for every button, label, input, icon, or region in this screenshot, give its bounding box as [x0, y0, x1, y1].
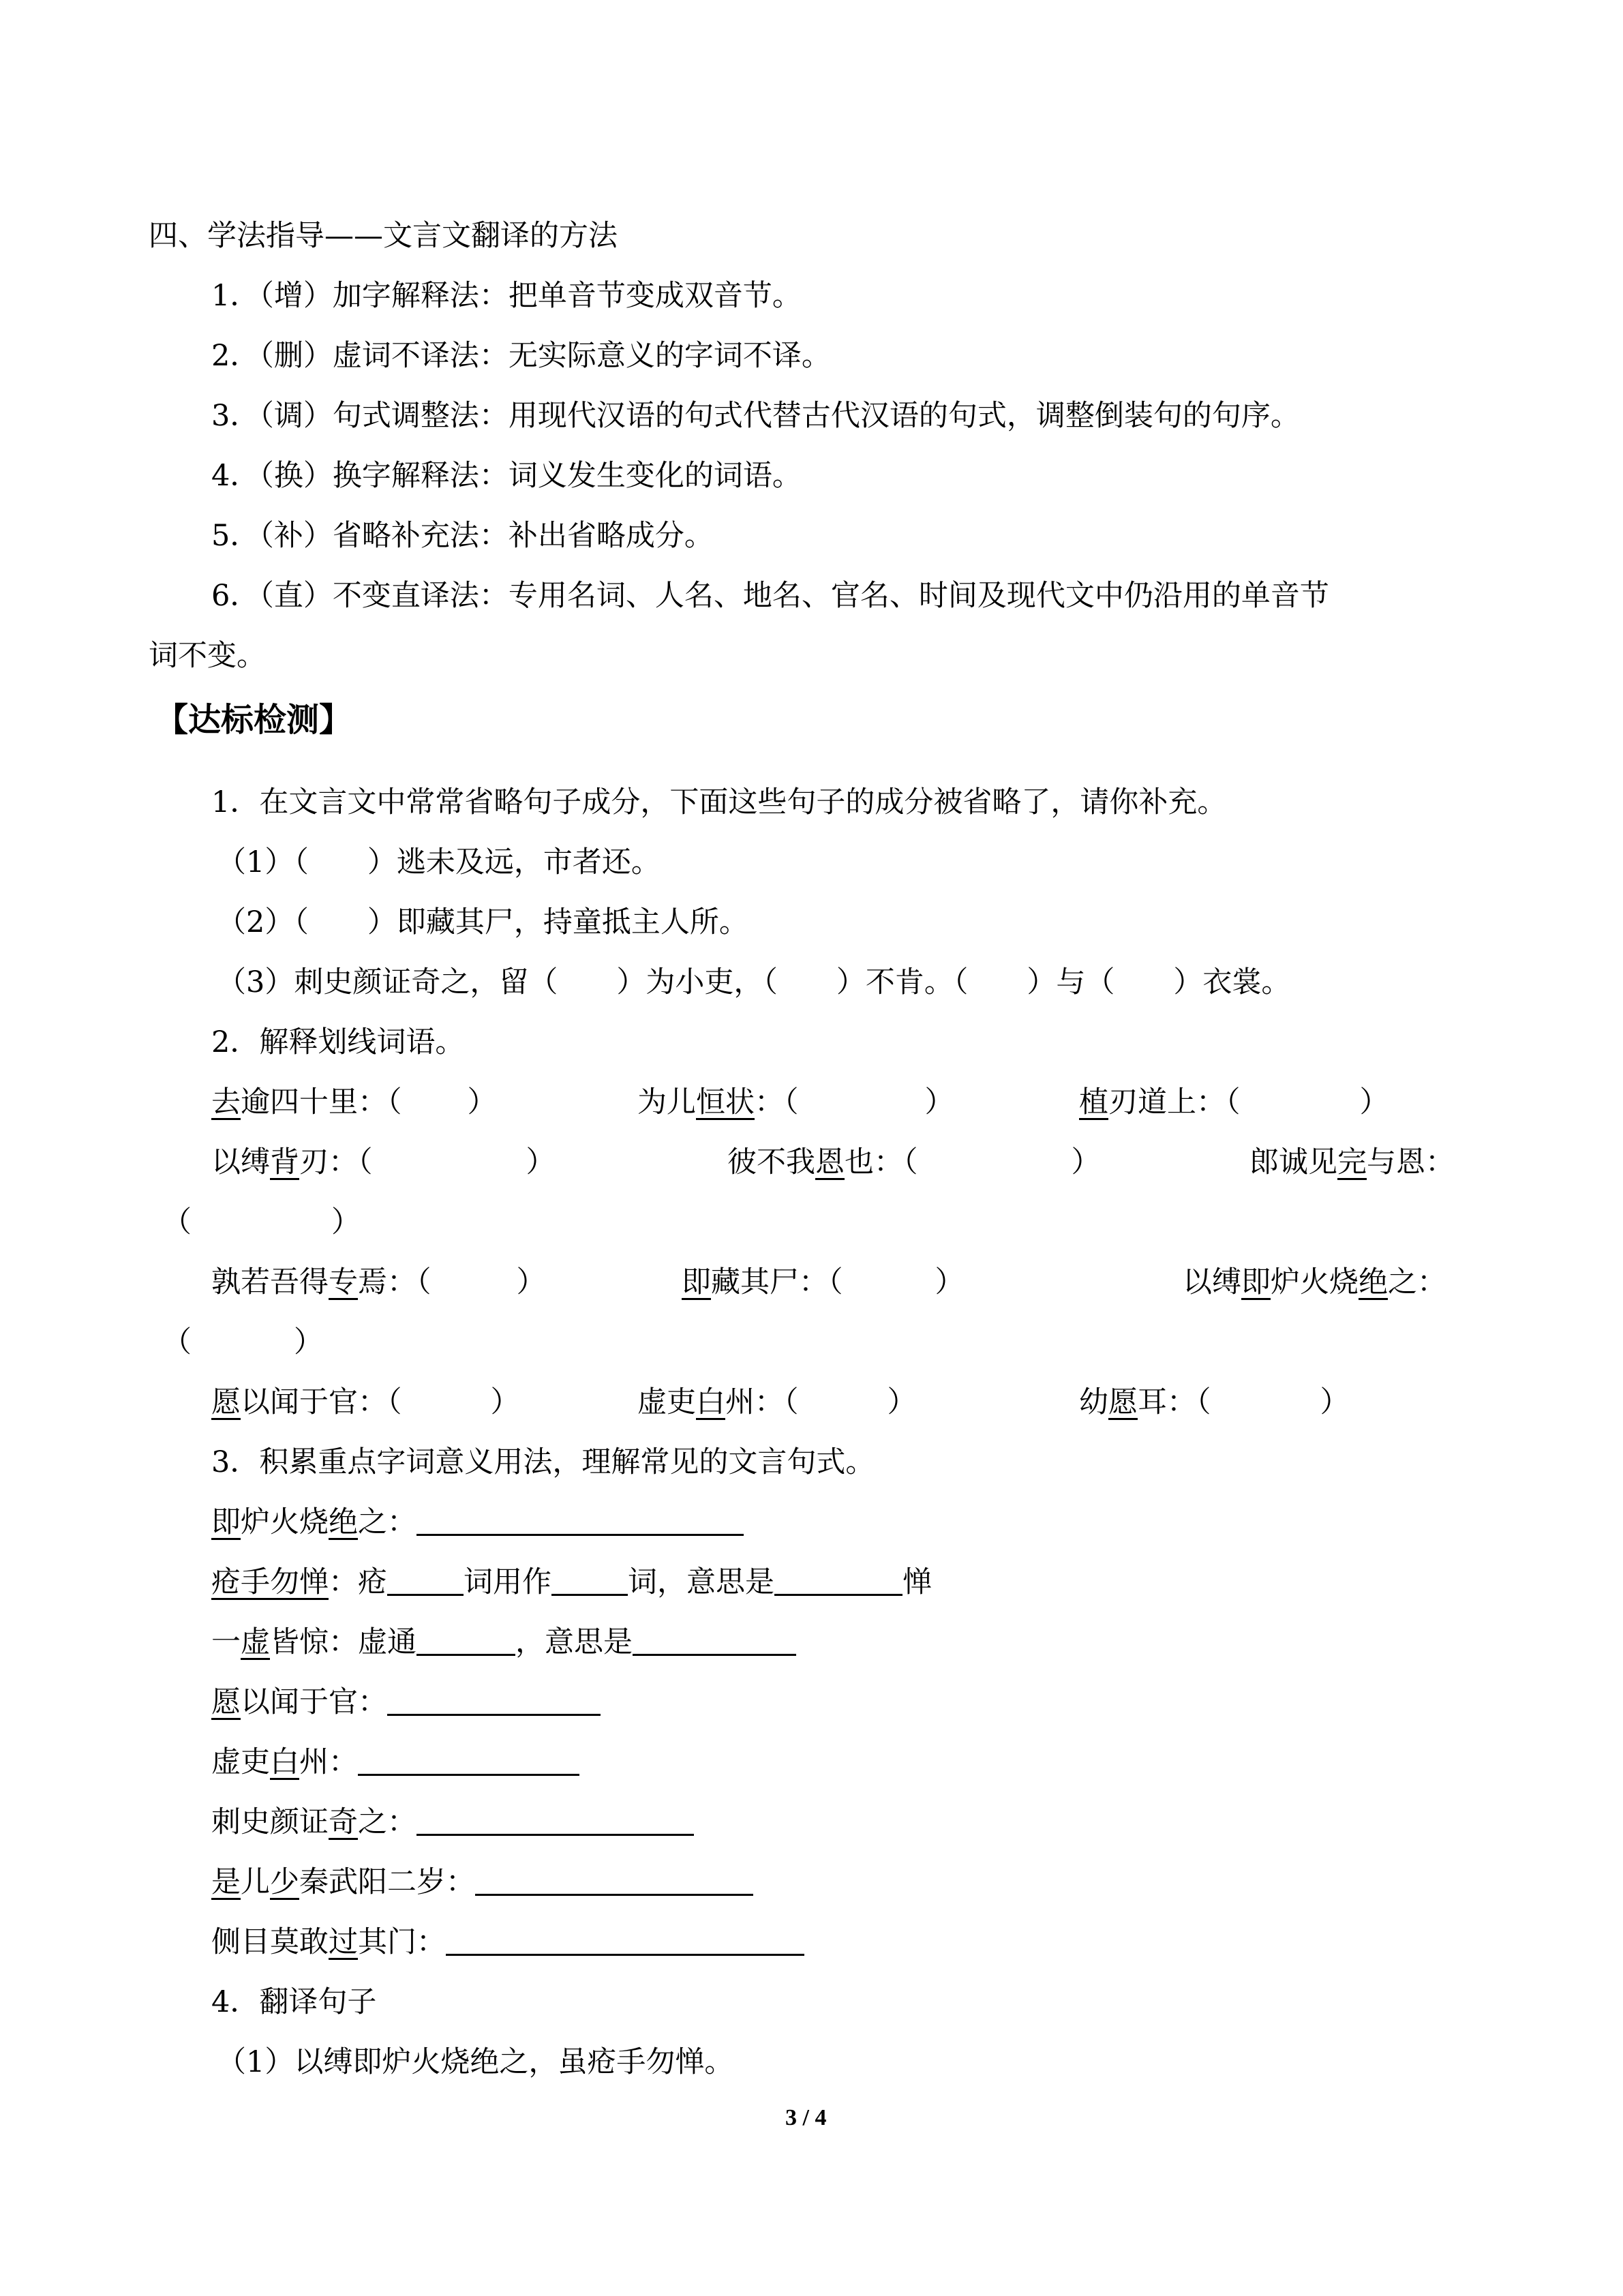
q2-item-wan-cont: （ ）: [162, 1205, 361, 1239]
q2-item-ji-jue: 以缚即炉火烧绝之：: [1183, 1265, 1446, 1299]
page-number: 3 / 4: [785, 2105, 827, 2130]
q1-sentence-1: （1）（ ）逃未及远，市者还。: [217, 845, 661, 879]
q2-item-yuan: 愿以闻于官：（ ）: [211, 1385, 520, 1419]
q3-prompt: 3．积累重点字词意义用法，理解常见的文言句式。: [211, 1445, 875, 1479]
method-item-5: 5．（补）省略补充法：补出省略成分。: [211, 519, 714, 553]
answer-blank[interactable]: [416, 1505, 744, 1536]
q2-item-bai: 虚吏白州：（ ）: [637, 1385, 917, 1419]
method-item-6-cont: 词不变。: [149, 639, 266, 673]
q2-item-yuan2: 幼愿耳：（ ）: [1079, 1385, 1350, 1419]
method-item-2: 2．（删）虚词不译法：无实际意义的字词不译。: [211, 339, 831, 373]
method-item-6: 6．（直）不变直译法：专用名词、人名、地名、官名、时间及现代文中仍沿用的单音节: [211, 579, 1329, 613]
q2-item-ji: 即藏其尸：（ ）: [682, 1265, 965, 1299]
q3-line-5: 虚吏白州：: [211, 1742, 579, 1782]
q2-item-ji-jue-cont: （ ）: [162, 1325, 323, 1359]
answer-blank[interactable]: [551, 1565, 628, 1596]
method-item-4: 4．（换）换字解释法：词义发生变化的词语。: [211, 459, 802, 493]
q4-sentence-1: （1）以缚即炉火烧绝之，虽疮手勿惮。: [217, 2045, 734, 2079]
section-title: 四、学法指导——文言文翻译的方法: [149, 219, 618, 253]
method-item-3: 3．（调）句式调整法：用现代汉语的句式代替古代汉语的句式，调整倒装句的句序。: [211, 399, 1300, 433]
q1-sentence-2: （2）（ ）即藏其尸，持童抵主人所。: [217, 905, 748, 939]
q2-item-wan: 郎诚见完与恩：: [1249, 1145, 1455, 1179]
answer-blank[interactable]: [633, 1625, 796, 1656]
q3-line-1: 即炉火烧绝之：: [211, 1502, 744, 1542]
q2-prompt: 2．解释划线词语。: [211, 1025, 465, 1059]
answer-blank[interactable]: [774, 1565, 902, 1596]
answer-blank[interactable]: [416, 1805, 694, 1836]
q3-line-7: 是儿少秦武阳二岁：: [211, 1862, 753, 1902]
q2-item-qu: 去逾四十里：（ ）: [211, 1085, 497, 1119]
q1-prompt: 1．在文言文中常常省略句子成分，下面这些句子的成分被省略了，请你补充。: [211, 785, 1227, 819]
q1-sentence-3: （3）刺史颜证奇之，留（ ）为小吏，（ ）不肯。（ ）与（ ）衣裳。: [217, 965, 1291, 999]
answer-blank[interactable]: [387, 1565, 464, 1596]
answer-blank[interactable]: [475, 1865, 753, 1896]
q2-item-zhuan: 孰若吾得专焉：（ ）: [211, 1265, 546, 1299]
test-heading: 【达标检测】: [155, 701, 352, 739]
answer-blank[interactable]: [446, 1925, 804, 1956]
answer-blank[interactable]: [358, 1745, 579, 1776]
answer-blank[interactable]: [387, 1685, 601, 1716]
q2-item-zhi: 植刃道上：（ ）: [1079, 1085, 1389, 1119]
q3-line-6: 刺史颜证奇之：: [211, 1802, 694, 1842]
q4-prompt: 4．翻译句子: [211, 1985, 377, 2019]
method-item-1: 1．（增）加字解释法：把单音节变成双音节。: [211, 279, 802, 313]
q3-line-2: 疮手勿惮：疮 词用作 词，意思是 惮: [211, 1565, 932, 1599]
q3-line-4: 愿以闻于官：: [211, 1682, 601, 1722]
answer-blank[interactable]: [416, 1625, 515, 1656]
q2-item-bei: 以缚背刃：（ ）: [211, 1145, 556, 1179]
q2-item-en: 彼不我恩也：（ ）: [727, 1145, 1101, 1179]
q3-line-8: 侧目莫敢过其门：: [211, 1922, 804, 1962]
q3-line-3: 一虚皆惊：虚通 ，意思是: [211, 1622, 796, 1662]
q2-item-hengzhuang: 为儿恒状：（ ）: [637, 1085, 954, 1119]
